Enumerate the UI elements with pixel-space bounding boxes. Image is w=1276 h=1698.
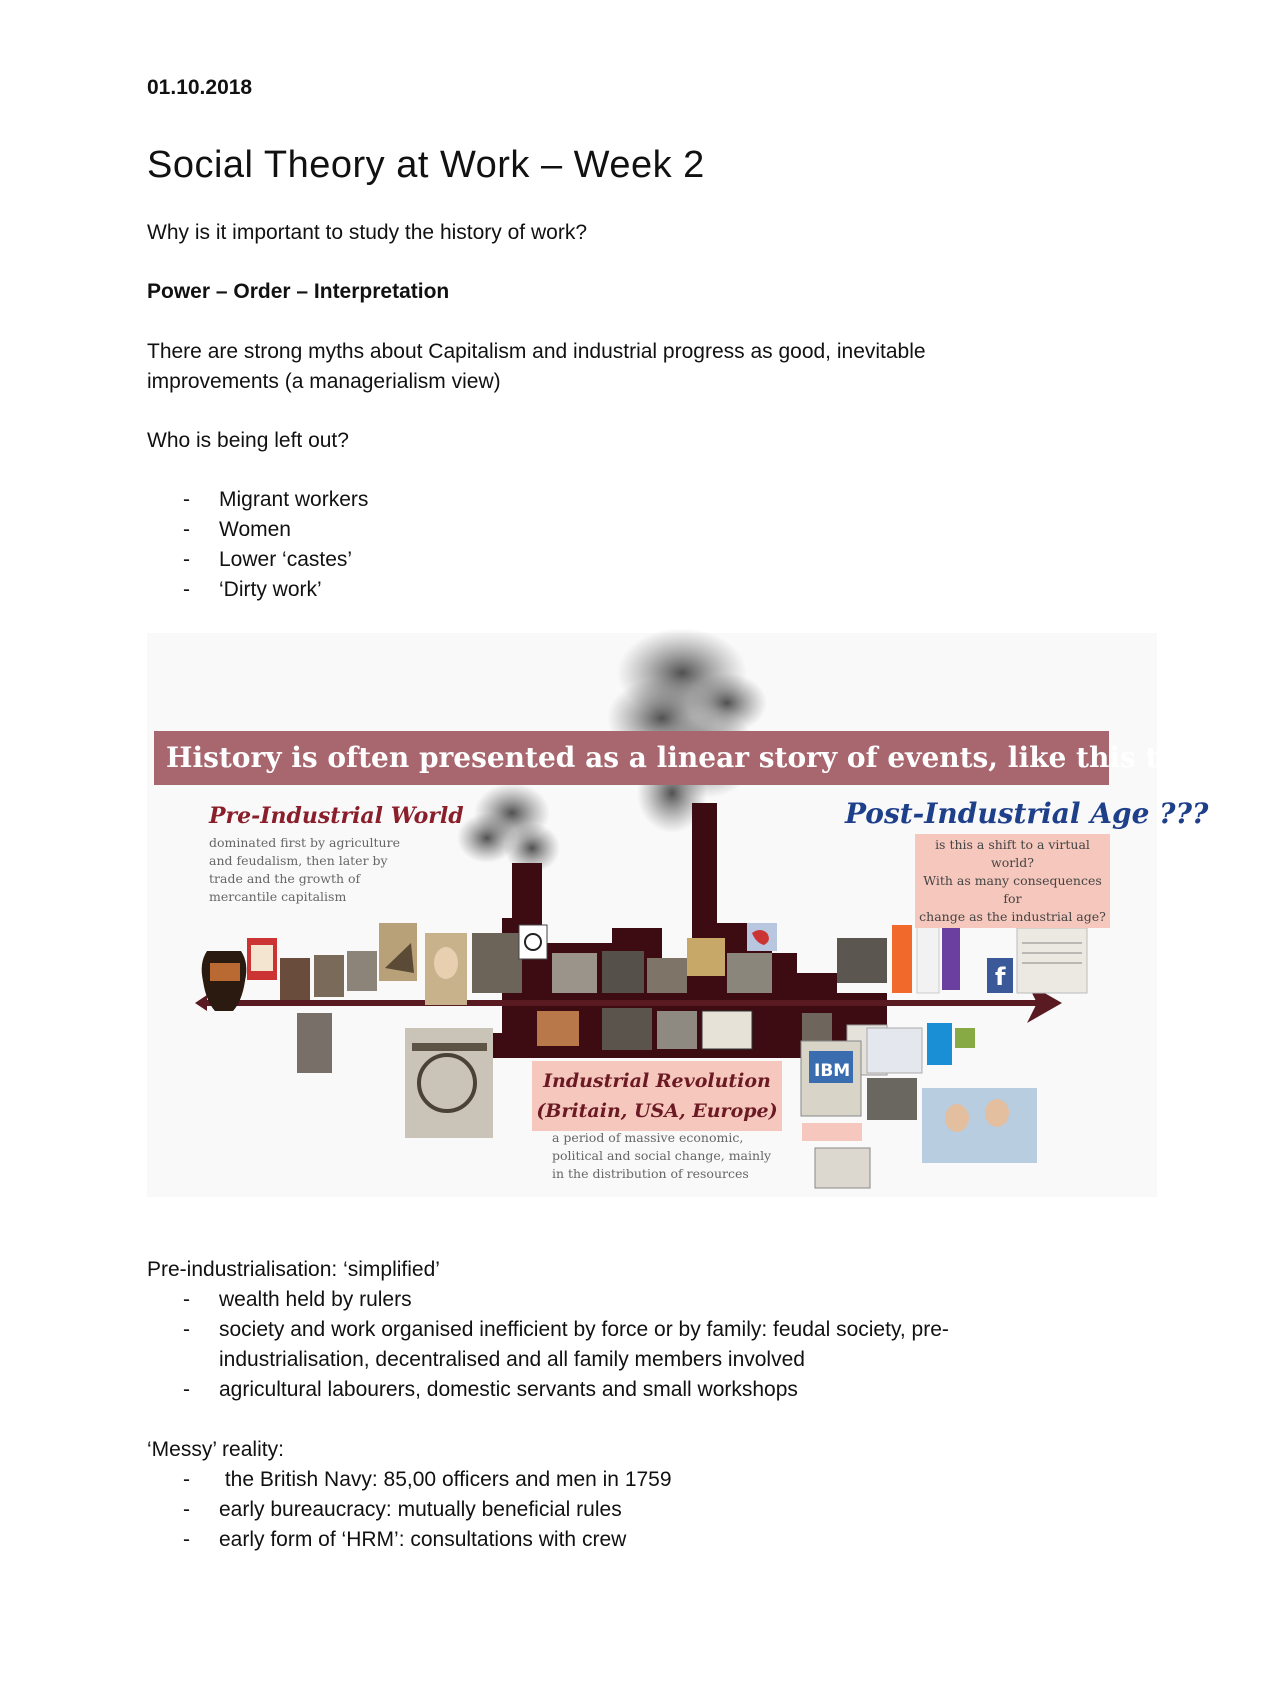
pre-industrial-description bbox=[209, 834, 409, 906]
list-item: - early bureaucracy: mutually beneficial rules bbox=[147, 1495, 1047, 1525]
description-line: and feudalism, then later by bbox=[209, 853, 388, 868]
myths-paragraph: There are strong myths about Capitalism and industrial progress as good, inevitable improvements (a managerialism view) bbox=[147, 340, 926, 393]
description-line: change as the industrial age? bbox=[919, 909, 1106, 924]
list-item: - agricultural labourers, domestic servants and small workshops bbox=[147, 1375, 1047, 1405]
pre-industrialisation-list bbox=[147, 1285, 1047, 1405]
list-item: - wealth held by rulers bbox=[147, 1285, 1047, 1315]
list-item: - society and work organised inefficient by force or by family: feudal society, pre-industrialisation, decentralised and all family members involved bbox=[147, 1315, 1019, 1375]
list-item: - Lower ‘castes’ bbox=[147, 545, 1047, 575]
banner-text: History is often presented as a linear story of events, like this timeline bbox=[166, 741, 1276, 774]
pre-industrial-title: Pre-Industrial World bbox=[209, 803, 464, 829]
list-item: - ‘Dirty work’ bbox=[147, 575, 1047, 605]
industrial-title-line1: Industrial Revolution bbox=[543, 1070, 771, 1092]
description-line: With as many consequences for bbox=[923, 873, 1102, 906]
facebook-icon: f bbox=[995, 963, 1006, 991]
list-item: - Women bbox=[147, 515, 1047, 545]
list-item: - Migrant workers bbox=[147, 485, 1047, 515]
messy-reality-heading: ‘Messy’ reality: bbox=[147, 1438, 284, 1461]
post-industrial-description bbox=[915, 834, 1110, 928]
left-out-list bbox=[147, 485, 1047, 605]
description-line: trade and the growth of bbox=[209, 871, 361, 886]
messy-reality-list bbox=[147, 1465, 1047, 1555]
pre-industrialisation-heading: Pre-industrialisation: ‘simplified’ bbox=[147, 1258, 440, 1281]
description-line: mercantile capitalism bbox=[209, 889, 347, 904]
post-industrial-title: Post-Industrial Age ??? bbox=[845, 797, 1209, 830]
timeline-figure bbox=[147, 633, 1276, 1197]
description-line: a period of massive economic, bbox=[552, 1130, 744, 1145]
intro-question: Why is it important to study the history of work? bbox=[147, 221, 587, 244]
smoke-plume-small bbox=[457, 783, 560, 873]
left-out-question: Who is being left out? bbox=[147, 429, 349, 452]
post-industrial-images bbox=[801, 915, 1087, 1188]
description-line: dominated first by agriculture bbox=[209, 835, 400, 850]
industrial-title-line2: (Britain, USA, Europe) bbox=[536, 1100, 778, 1122]
subheading: Power – Order – Interpretation bbox=[147, 280, 450, 303]
industrial-description bbox=[552, 1129, 782, 1183]
description-line: political and social change, mainly bbox=[552, 1148, 772, 1163]
page-title: Social Theory at Work – Week 2 bbox=[147, 144, 705, 186]
pre-industrial-images bbox=[202, 923, 522, 1138]
list-item: - the British Navy: 85,00 officers and men in 1759 bbox=[147, 1465, 1047, 1495]
ibm-logo: IBM bbox=[814, 1061, 851, 1081]
timeline-banner bbox=[154, 731, 1276, 785]
industrial-revolution-label bbox=[532, 1061, 782, 1131]
list-item: - early form of ‘HRM’: consultations with crew bbox=[147, 1525, 1047, 1555]
document-date: 01.10.2018 bbox=[147, 76, 253, 99]
description-line: in the distribution of resources bbox=[552, 1166, 749, 1181]
description-line: is this a shift to a virtual world? bbox=[935, 837, 1090, 870]
